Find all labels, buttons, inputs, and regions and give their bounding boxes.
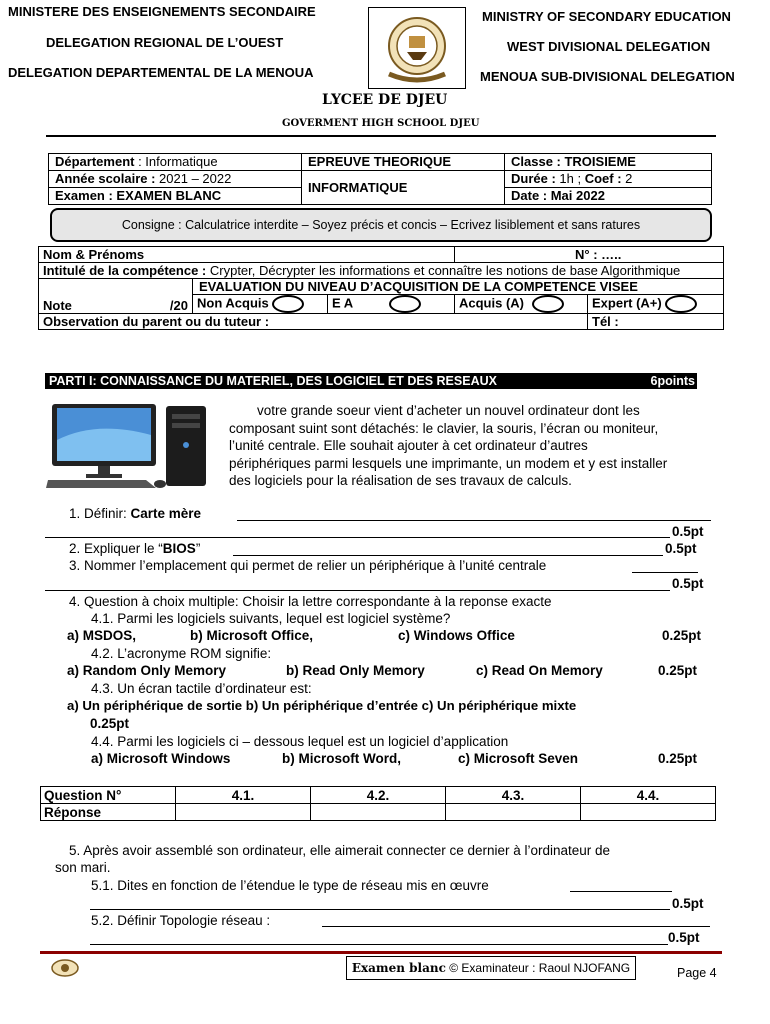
question-2 (69, 541, 200, 556)
footer-box (346, 956, 636, 980)
q3-answer-line-1[interactable] (632, 572, 698, 573)
question-4: 4. Question à choix multiple: Choisir la lettre correspondante à la reponse exacte (69, 594, 552, 609)
answer-col-44: 4.4. (581, 787, 716, 804)
epreuve-label: EPREUVE THEORIQUE (302, 154, 505, 171)
q3-answer-line-2[interactable] (45, 590, 670, 591)
student-table (38, 246, 724, 330)
part1-title: PARTI I: CONNAISSANCE DU MATERIEL, DES LOGICIEL ET DES RESEAUX (49, 374, 497, 388)
school-logo (368, 7, 466, 89)
answer-cell-42[interactable] (311, 804, 446, 821)
intro-line-4: périphériques parmi lesquels une imprimante, un modem et y est installer (229, 455, 668, 471)
coef-label: Coef : (581, 171, 622, 186)
answer-cell-44[interactable] (581, 804, 716, 821)
tel-label: Tél : (588, 314, 724, 330)
computer-image (46, 400, 214, 490)
competence-label: Intitulé de la compétence : (43, 263, 207, 278)
part1-intro (229, 402, 735, 490)
question-1 (69, 506, 201, 521)
dept-label: Département (55, 154, 135, 169)
level-expert-circle[interactable] (665, 295, 697, 313)
note-label: Note (43, 298, 72, 313)
level-expert: Expert (A+) (592, 295, 662, 311)
eval-title: EVALUATION DU NIVEAU D’ACQUISITION DE LA COMPETENCE VISEE (193, 279, 724, 295)
observation-label: Observation du parent ou du tuteur : (39, 314, 588, 330)
question-4-1: 4.1. Parmi les logiciels suivants, lequel est logiciel système? (91, 611, 451, 626)
q52-answer-line-1[interactable] (322, 926, 710, 927)
q1-points: 0.5pt (672, 524, 704, 539)
footer-examiner: © Examinateur : Raoul NJOFANG (445, 961, 631, 975)
question-4-2: 4.2. L’acronyme ROM signifie: (91, 646, 272, 661)
header-right-3: MENOUA SUB-DIVISIONAL DELEGATION (480, 69, 735, 84)
part1-title-bar (45, 373, 697, 389)
school-name: LYCEE DE DJEU (322, 92, 448, 108)
answer-col-42: 4.2. (311, 787, 446, 804)
coef-value: 2 (621, 171, 633, 186)
intro-line-5: des logiciels pour la réalisation de ses travaux de calculs. (229, 473, 572, 488)
q42-option-a[interactable]: a) Random Only Memory (67, 663, 227, 678)
q43-points: 0.25pt (90, 716, 130, 731)
competence-value: Crypter, Décrypter les informations et connaître les notions de base Algorithmique (206, 263, 681, 278)
q2-suffix: ” (195, 541, 201, 556)
duree-label: Durée : (511, 171, 556, 186)
q41-points: 0.25pt (662, 628, 702, 643)
q44-option-b[interactable]: b) Microsoft Word, (282, 751, 401, 766)
dept-value: : Informatique (134, 154, 218, 169)
question-5-line-1: 5. Après avoir assemblé son ordinateur, elle aimerait connecter ce dernier à l’ordinateur de (69, 843, 611, 858)
q41-option-a[interactable]: a) MSDOS, (67, 628, 137, 643)
level-ea-circle[interactable] (389, 295, 421, 313)
num-label: N° : ….. (455, 247, 724, 263)
answer-col-43: 4.3. (446, 787, 581, 804)
consigne-text: Consigne : Calculatrice interdite – Soyez précis et concis – Ecrivez lisiblement et sans ratures (121, 218, 641, 232)
q42-option-b[interactable]: b) Read Only Memory (286, 663, 425, 678)
question-5-line-2: son mari. (55, 860, 111, 875)
question-3: 3. Nommer l’emplacement qui permet de relier un périphérique à l’unité centrale (69, 558, 547, 573)
q44-option-a[interactable]: a) Microsoft Windows (91, 751, 231, 766)
question-5-1: 5.1. Dites en fonction de l’étendue le type de réseau mis en œuvre (91, 878, 489, 893)
answer-table-header: Question N° (41, 787, 176, 804)
level-ea: E A (332, 295, 354, 311)
q2-answer-line[interactable] (233, 555, 663, 556)
subject-label: INFORMATIQUE (302, 171, 505, 205)
q3-points: 0.5pt (672, 576, 704, 591)
duree-value: 1h ; (555, 171, 582, 186)
q2-prefix: 2. Expliquer le “ (69, 541, 163, 556)
level-non-acquis-circle[interactable] (272, 295, 304, 313)
q44-option-c[interactable]: c) Microsoft Seven (458, 751, 579, 766)
note-max: /20 (169, 298, 188, 313)
header-left-3: DELEGATION DEPARTEMENTAL DE LA MENOUA (8, 65, 314, 80)
answer-col-41: 4.1. (176, 787, 311, 804)
q51-answer-line-1[interactable] (570, 891, 672, 892)
part1-points: 6points (650, 374, 695, 388)
q51-answer-line-2[interactable] (90, 909, 670, 910)
q1-term: Carte mère (130, 506, 202, 521)
year-label: Année scolaire : (55, 171, 156, 186)
header-left-2: DELEGATION REGIONAL DE L’OUEST (46, 35, 284, 50)
year-value: 2021 – 2022 (155, 171, 232, 186)
answer-cell-43[interactable] (446, 804, 581, 821)
level-non-acquis: Non Acquis (197, 295, 269, 311)
footer-rule (40, 951, 722, 954)
q41-option-b[interactable]: b) Microsoft Office, (190, 628, 314, 643)
q1-prefix: 1. Définir: (69, 506, 131, 521)
q2-points: 0.5pt (665, 541, 697, 556)
intro-line-1: votre grande soeur vient d’acheter un nouvel ordinateur dont les (257, 403, 640, 418)
answer-row-label: Réponse (41, 804, 176, 821)
header-right-2: WEST DIVISIONAL DELEGATION (507, 39, 711, 54)
q44-points: 0.25pt (658, 751, 698, 766)
intro-line-2: composant suint sont détachés: le clavier, la souris, l’écran ou moniteur, (229, 420, 659, 436)
exam-label: Examen : EXAMEN BLANC (49, 188, 302, 205)
consigne-box (50, 208, 712, 242)
question-4-3: 4.3. Un écran tactile d’ordinateur est: (91, 681, 312, 696)
level-acquis: Acquis (A) (459, 295, 524, 311)
question-4-4: 4.4. Parmi les logiciels ci – dessous lequel est un logiciel d’application (91, 734, 509, 749)
page-number: Page 4 (677, 966, 717, 980)
header-right-1: MINISTRY OF SECONDARY EDUCATION (482, 9, 731, 24)
intro-line-3: l’unité centrale. Elle souhait ajouter à cet ordinateur d’autres (229, 438, 588, 453)
q41-option-c[interactable]: c) Windows Office (398, 628, 515, 643)
question-5-2: 5.2. Définir Topologie réseau : (91, 913, 271, 928)
school-name-en: GOVERMENT HIGH SCHOOL DJEU (282, 118, 480, 129)
info-table (48, 153, 712, 205)
q43-options[interactable]: a) Un périphérique de sortie b) Un périphérique d’entrée c) Un périphérique mixte (67, 698, 577, 713)
q51-points: 0.5pt (672, 896, 704, 911)
header-left-1: MINISTERE DES ENSEIGNEMENTS SECONDAIRE (8, 4, 316, 19)
q42-points: 0.25pt (658, 663, 698, 678)
date-label: Date : Mai 2022 (505, 188, 712, 205)
q2-term: BIOS (162, 541, 196, 556)
q1-answer-line-2[interactable] (45, 537, 670, 538)
header-rule (46, 135, 716, 137)
q52-points: 0.5pt (668, 930, 700, 945)
q42-option-c[interactable]: c) Read On Memory (476, 663, 603, 678)
footer-exam: Examen blanc (351, 961, 446, 975)
answer-table (40, 786, 716, 821)
q1-answer-line-1[interactable] (237, 520, 711, 521)
footer-logo (50, 958, 80, 978)
q52-answer-line-2[interactable] (90, 944, 668, 945)
answer-cell-41[interactable] (176, 804, 311, 821)
level-acquis-circle[interactable] (532, 295, 564, 313)
class-label: Classe : TROISIEME (505, 154, 712, 171)
name-label: Nom & Prénoms (39, 247, 455, 263)
